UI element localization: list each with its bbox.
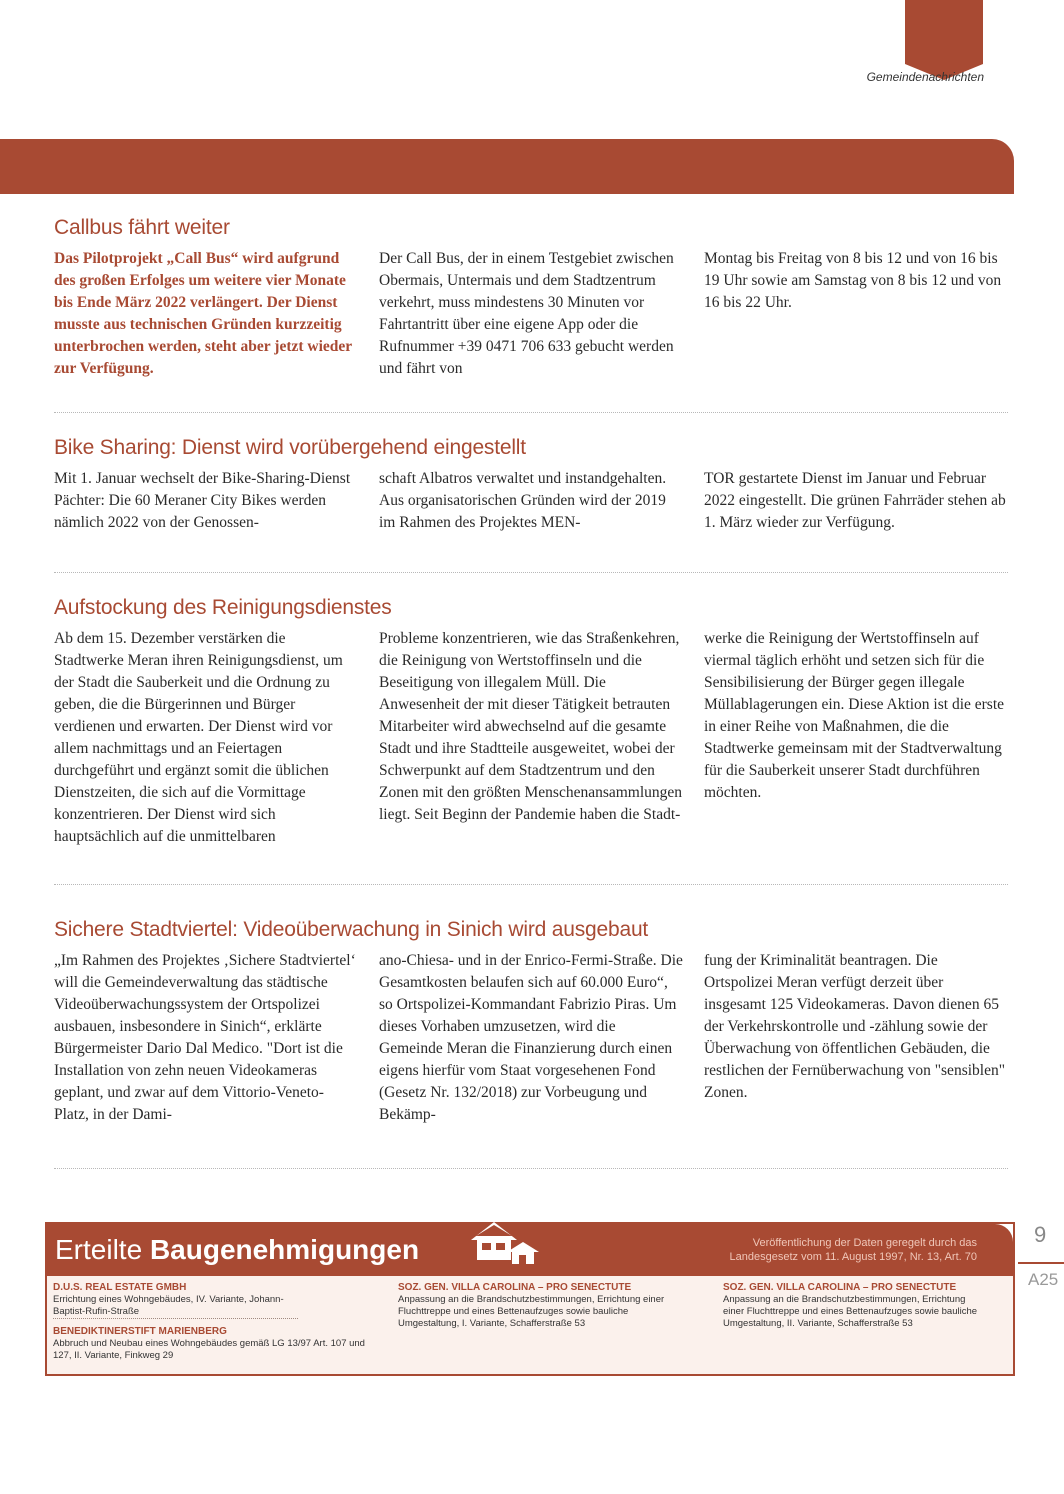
permit-holder: D.U.S. REAL ESTATE GMBH bbox=[53, 1282, 187, 1293]
houses-icon bbox=[467, 1216, 547, 1274]
article-bike-sharing bbox=[54, 436, 1008, 534]
permits-title-light: Erteilte bbox=[55, 1234, 143, 1265]
article-divider bbox=[54, 1168, 1008, 1169]
article-lead: Das Pilotprojekt „Call Bus“ wird aufgrund des großen Erfolges um weitere vier Monate bis Ende März 2022 verlängert. Der Dienst musste aus technischen Gründen kurzzeitig unterbrochen werden, steht aber jetzt wieder zur Verfügung. bbox=[54, 250, 352, 377]
section-label: Gemeindenachrichten bbox=[866, 70, 984, 84]
article-column: Der Call Bus, der in einem Testgebiet zwischen Obermais, Untermais und dem Stadtzentrum verkehrt, muss mindestens 30 Minuten vor Fahrtantritt über eine eigene App oder die Rufnummer +39 0471 706 633 gebucht werden und fährt von bbox=[379, 250, 674, 377]
article-column: werke die Reinigung der Wertstoffinseln auf viermal täglich erhöht und setzen sich für die Sensibilisierung der Bürger gegen illegale Müllablagerungen ein. Diese Aktion ist die erste in einer Reihe von Maßnahmen, die die Stadtwerke gemeinsam mit der Stadtverwaltung für die Sauberkeit unserer Stadt durchführen möchten. bbox=[704, 630, 1005, 801]
article-column: schaft Albatros verwaltet und instandgehalten. Aus organisatorischen Gründen wird der 2019 im Rahmen des Projektes MEN- bbox=[379, 470, 667, 531]
permit-item bbox=[723, 1282, 988, 1330]
article-callbus bbox=[54, 216, 1008, 380]
permit-item bbox=[53, 1326, 383, 1362]
article-column: Montag bis Freitag von 8 bis 12 und von 16 bis 19 Uhr sowie am Samstag von 8 bis 12 und von 16 bis 22 Uhr. bbox=[704, 250, 1002, 311]
article-column: „Im Rahmen des Projektes ‚Sichere Stadtviertel‘ will die Gemeindeverwaltung das städtische Videoüberwachungssystem der Ortspolizei ausbauen, insbesondere in Sinich“, erklärte Bürgermeister Dario Dal Medico. "Dort ist die Installation von zehn neuen Videokameras geplant, und zwar auf dem Vittorio-Veneto-Platz, in der Dami- bbox=[54, 952, 356, 1123]
article-divider bbox=[54, 572, 1008, 573]
permit-item bbox=[53, 1282, 293, 1318]
legal-note-line: Landesgesetz vom 11. August 1997, Nr. 13, Art. 70 bbox=[729, 1251, 977, 1263]
article-column: fung der Kriminalität beantragen. Die Ortspolizei Meran verfügt derzeit über insgesamt 125 Videokameras. Davon dienen 65 der Verkehrskontrolle und -zählung sowie der Überwachung von öffentlichen Gebäuden, die restlichen der Fernüberwachung von "sensiblen" Zonen. bbox=[704, 952, 1006, 1101]
section-tab bbox=[905, 0, 983, 64]
article-column: Mit 1. Januar wechselt der Bike-Sharing-Dienst Pächter: Die 60 Meraner City Bikes werden nämlich 2022 von der Genossen- bbox=[54, 470, 351, 531]
permits-title-bold: Baugenehmigungen bbox=[149, 1234, 420, 1265]
permit-description: Anpassung an die Brandschutzbestimmungen, Errichtung einer Fluchttreppe und eines Bettenaufzuges sowie bauliche Umgestaltung, II. Variante, Schafferstraße 53 bbox=[723, 1294, 978, 1329]
article-column: TOR gestartete Dienst im Januar und Februar 2022 eingestellt. Die grünen Fahrräder stehen ab 1. März wieder zur Verfügung. bbox=[704, 470, 1006, 531]
article-reinigung bbox=[54, 596, 1008, 848]
permits-title bbox=[55, 1234, 419, 1266]
legal-note-line: Veröffentlichung der Daten geregelt durch das bbox=[752, 1237, 977, 1249]
article-column: Ab dem 15. Dezember verstärken die Stadtwerke Meran ihren Reinigungsdienst, um der Stadt die Sauberkeit und die Ordnung zu geben, die die Bürgerinnen und Bürger verdienen und erwarten. Der Dienst wird vor allem nachmittags und an Feiertagen durchgeführt und ergänzt somit die üblichen Dienstzeiten, die sich auf die Vormittage konzentrieren. Der Dienst wird sich hauptsächlich auf die unmittelbaren bbox=[54, 630, 343, 845]
article-videoueberwachung bbox=[54, 918, 1008, 1126]
article-title: Callbus fährt weiter bbox=[54, 216, 230, 239]
article-divider bbox=[54, 884, 1008, 885]
permit-description: Anpassung an die Brandschutzbestimmungen, Errichtung einer Fluchttreppe und eines Bettenaufzuges sowie bauliche Umgestaltung, I. Variante, Schafferstraße 53 bbox=[398, 1294, 665, 1329]
permits-header bbox=[47, 1224, 1013, 1276]
article-title: Bike Sharing: Dienst wird vorübergehend eingestellt bbox=[54, 436, 526, 459]
article-title: Sichere Stadtviertel: Videoüberwachung in Sinich wird ausgebaut bbox=[54, 918, 649, 941]
article-column: ano-Chiesa- und in der Enrico-Fermi-Straße. Die Gesamtkosten belaufen sich auf 60.000 Euro“, so Ortspolizei-Kommandant Fabrizio Piras. Um dieses Vorhaben umzusetzen, wird die Gemeinde Meran die Finanzierung durch einen eigens hierfür vom Staat vorgesehenen Fond (Gesetz Nr. 132/2018) zur Vorbeugung und Bekämp- bbox=[379, 952, 683, 1123]
article-divider bbox=[54, 412, 1008, 413]
permit-holder: BENEDIKTINERSTIFT MARIENBERG bbox=[53, 1326, 227, 1337]
permit-divider bbox=[53, 1318, 298, 1319]
header-band bbox=[0, 139, 1014, 194]
page-code: A25 bbox=[1028, 1270, 1059, 1289]
permits-list bbox=[47, 1276, 1013, 1374]
permit-description: Abbruch und Neubau eines Wohngebäudes gemäß LG 13/97 Art. 107 und 127, II. Variante, Finkweg 29 bbox=[53, 1338, 365, 1361]
permit-holder: SOZ. GEN. VILLA CAROLINA – PRO SENECTUTE bbox=[398, 1282, 632, 1293]
page-number-rule bbox=[1018, 1262, 1064, 1264]
permit-description: Errichtung eines Wohngebäudes, IV. Variante, Johann-Baptist-Rufin-Straße bbox=[53, 1294, 284, 1317]
permit-item bbox=[398, 1282, 688, 1330]
permits-legal-note bbox=[730, 1236, 977, 1264]
permit-holder: SOZ. GEN. VILLA CAROLINA – PRO SENECTUTE bbox=[723, 1282, 957, 1293]
article-title: Aufstockung des Reinigungsdienstes bbox=[54, 596, 392, 619]
page-number: 9 bbox=[1034, 1222, 1047, 1247]
article-column: Probleme konzentrieren, wie das Straßenkehren, die Reinigung von Wertstoffinseln und die Beseitigung von illegalem Müll. Die Anwesenheit der mit dieser Tätigkeit betrauten Mitarbeiter wird abwechselnd auf die gesamte Stadt und ihre Stadtteile ausgeweitet, wobei der Schwerpunkt auf dem Stadtzentrum und den Zonen mit den größten Menschenansammlungen liegt. Seit Beginn der Pandemie haben die Stadt- bbox=[379, 630, 683, 823]
permits-box bbox=[45, 1222, 1015, 1376]
